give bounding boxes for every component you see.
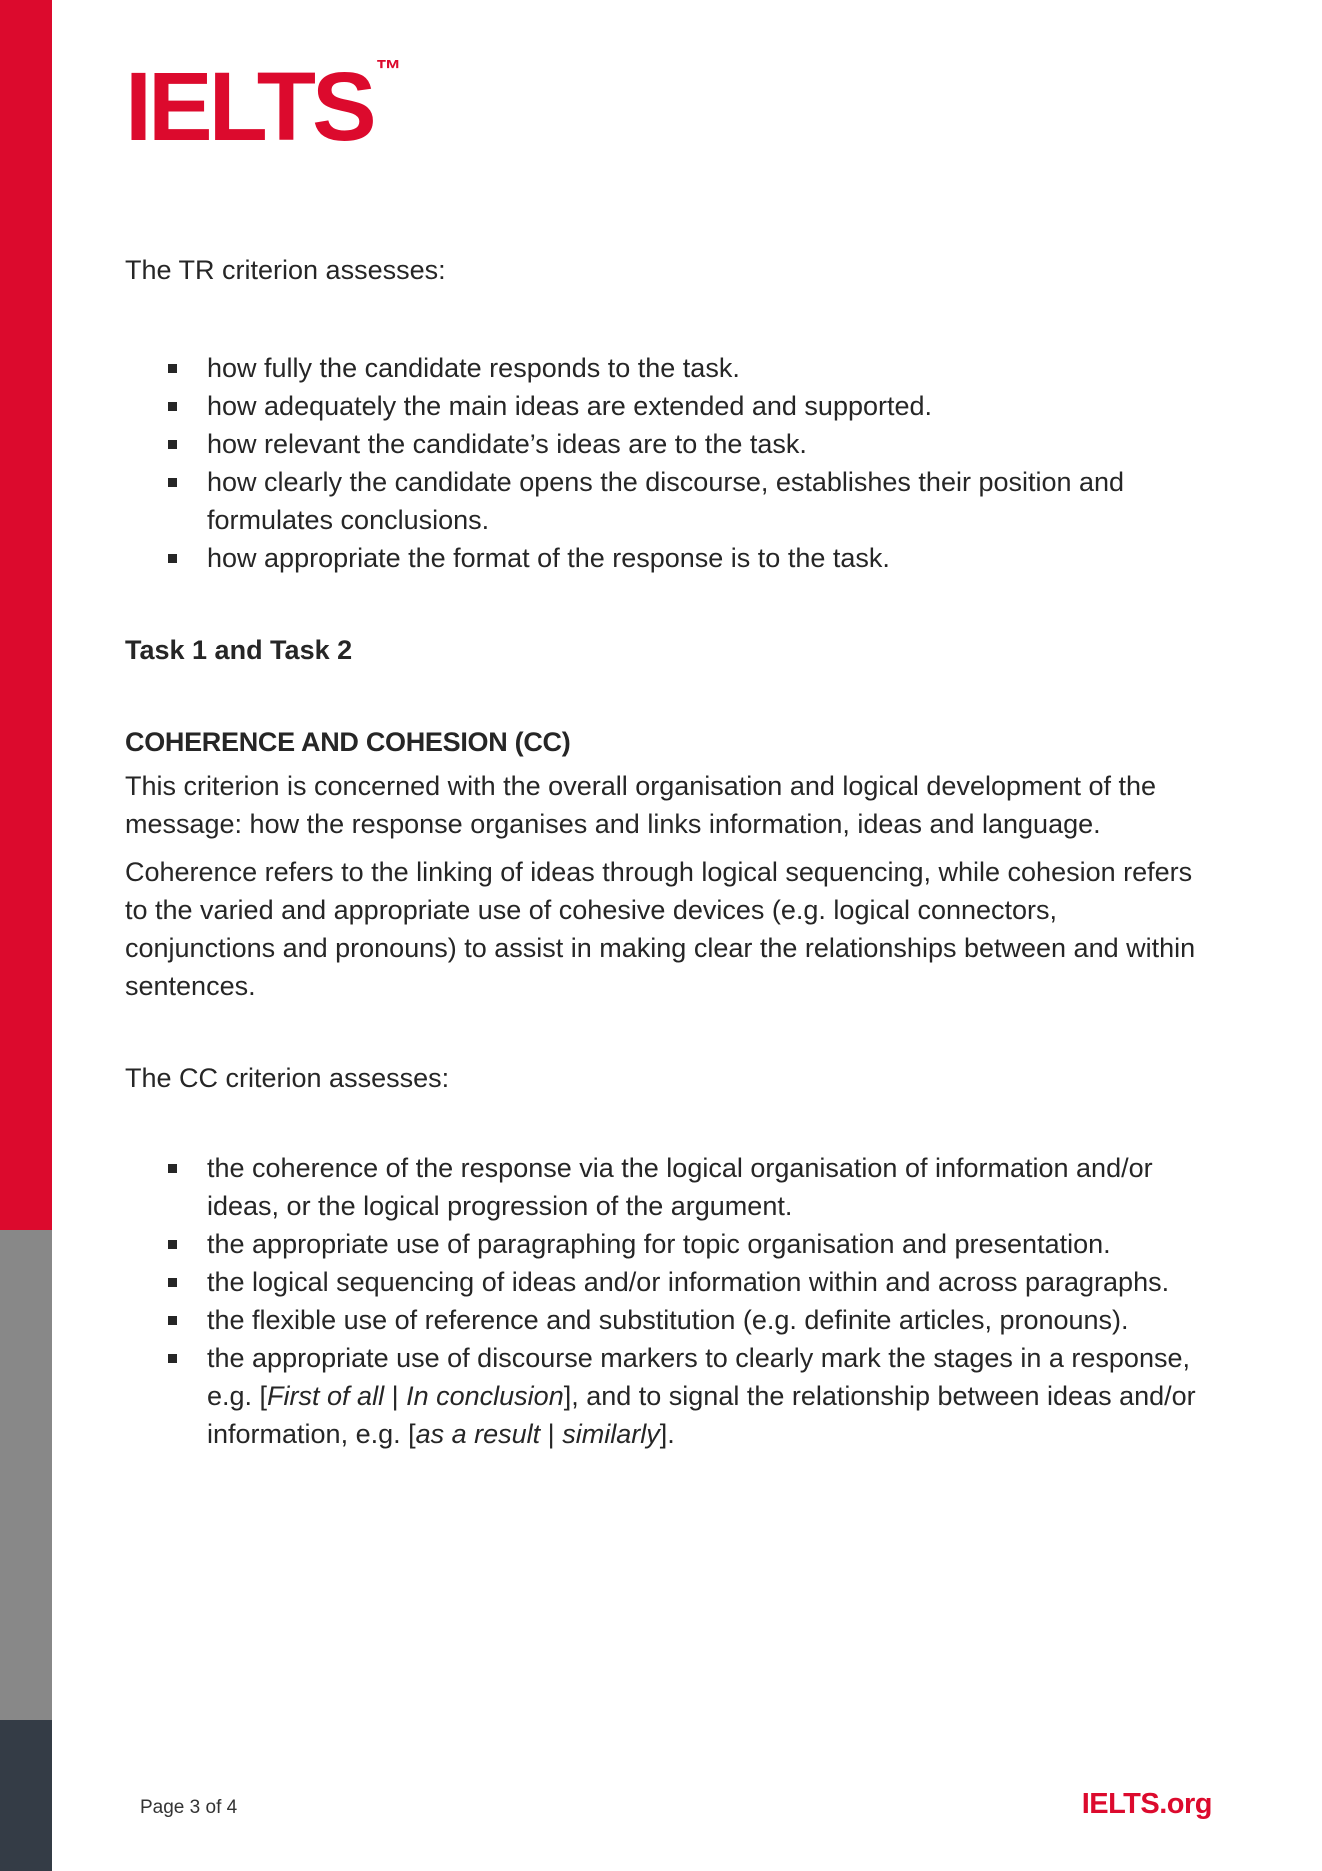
cc-criteria-list — [125, 1149, 1207, 1453]
left-accent-bar-dark — [0, 1720, 52, 1871]
bullet-text: how clearly the candidate opens the discourse, establishes their position and formulates conclusions. — [207, 467, 1125, 535]
ielts-logo — [125, 52, 1207, 161]
cc-paragraph-2: Coherence refers to the linking of ideas through logical sequencing, while cohesion refers to the varied and appropriate use of cohesive devices (e.g. logical connectors, conjunctions and pronouns) to assist in making clear the relationships between and within sentences. — [125, 857, 1196, 1001]
bullet-text: how relevant the candidate’s ideas are to the task. — [207, 429, 807, 459]
page-content — [125, 0, 1207, 1453]
list-item — [125, 349, 1207, 387]
bullet-text: how fully the candidate responds to the task. — [207, 353, 740, 383]
bullet-text: the flexible use of reference and substitution (e.g. definite articles, pronouns). — [207, 1305, 1129, 1335]
cc-paragraph-1: This criterion is concerned with the overall organisation and logical development of the message: how the response organises and links information, ideas and language. — [125, 771, 1157, 839]
bullet-square-icon — [168, 1354, 177, 1363]
task-heading: Task 1 and Task 2 — [125, 635, 353, 665]
bullet-square-icon — [168, 554, 177, 563]
bullet-square-icon — [168, 402, 177, 411]
list-item — [125, 1339, 1207, 1453]
list-item — [125, 539, 1207, 577]
ielts-logo-text: IELTS — [125, 52, 373, 161]
bullet-text: the appropriate use of discourse markers to clearly mark the stages in a response, e.g. [First of all | In conclusion], and to signal the relationship between ideas and/or information, e.g. [as a result | similarly]. — [207, 1343, 1196, 1449]
list-item — [125, 1149, 1207, 1225]
list-item — [125, 1301, 1207, 1339]
bullet-square-icon — [168, 1316, 177, 1325]
bullet-text: the coherence of the response via the logical organisation of information and/or ideas, or the logical progression of the argument. — [207, 1153, 1153, 1221]
list-item — [125, 425, 1207, 463]
list-item — [125, 387, 1207, 425]
list-item — [125, 463, 1207, 539]
bullet-square-icon — [168, 1240, 177, 1249]
page-number: Page 3 of 4 — [140, 1797, 238, 1818]
cc-section-heading: COHERENCE AND COHESION (CC) — [125, 727, 571, 757]
bullet-text: how adequately the main ideas are extended and supported. — [207, 391, 933, 421]
tr-criterion-lead: The TR criterion assesses: — [125, 255, 446, 285]
bullet-text: how appropriate the format of the response is to the task. — [207, 543, 890, 573]
bullet-square-icon — [168, 364, 177, 373]
left-accent-bar-red — [0, 0, 52, 1230]
bullet-square-icon — [168, 1164, 177, 1173]
bullet-text: the appropriate use of paragraphing for topic organisation and presentation. — [207, 1229, 1111, 1259]
list-item — [125, 1263, 1207, 1301]
trademark-icon: ™ — [375, 54, 402, 84]
bullet-square-icon — [168, 478, 177, 487]
bullet-square-icon — [168, 1278, 177, 1287]
bullet-square-icon — [168, 440, 177, 449]
page-footer — [140, 1788, 1212, 1821]
left-accent-bar-gray — [0, 1230, 52, 1720]
list-item — [125, 1225, 1207, 1263]
cc-criterion-lead: The CC criterion assesses: — [125, 1063, 450, 1093]
bullet-text: the logical sequencing of ideas and/or information within and across paragraphs. — [207, 1267, 1170, 1297]
tr-criteria-list — [125, 349, 1207, 577]
ielts-org-link[interactable]: IELTS.org — [1081, 1788, 1212, 1820]
